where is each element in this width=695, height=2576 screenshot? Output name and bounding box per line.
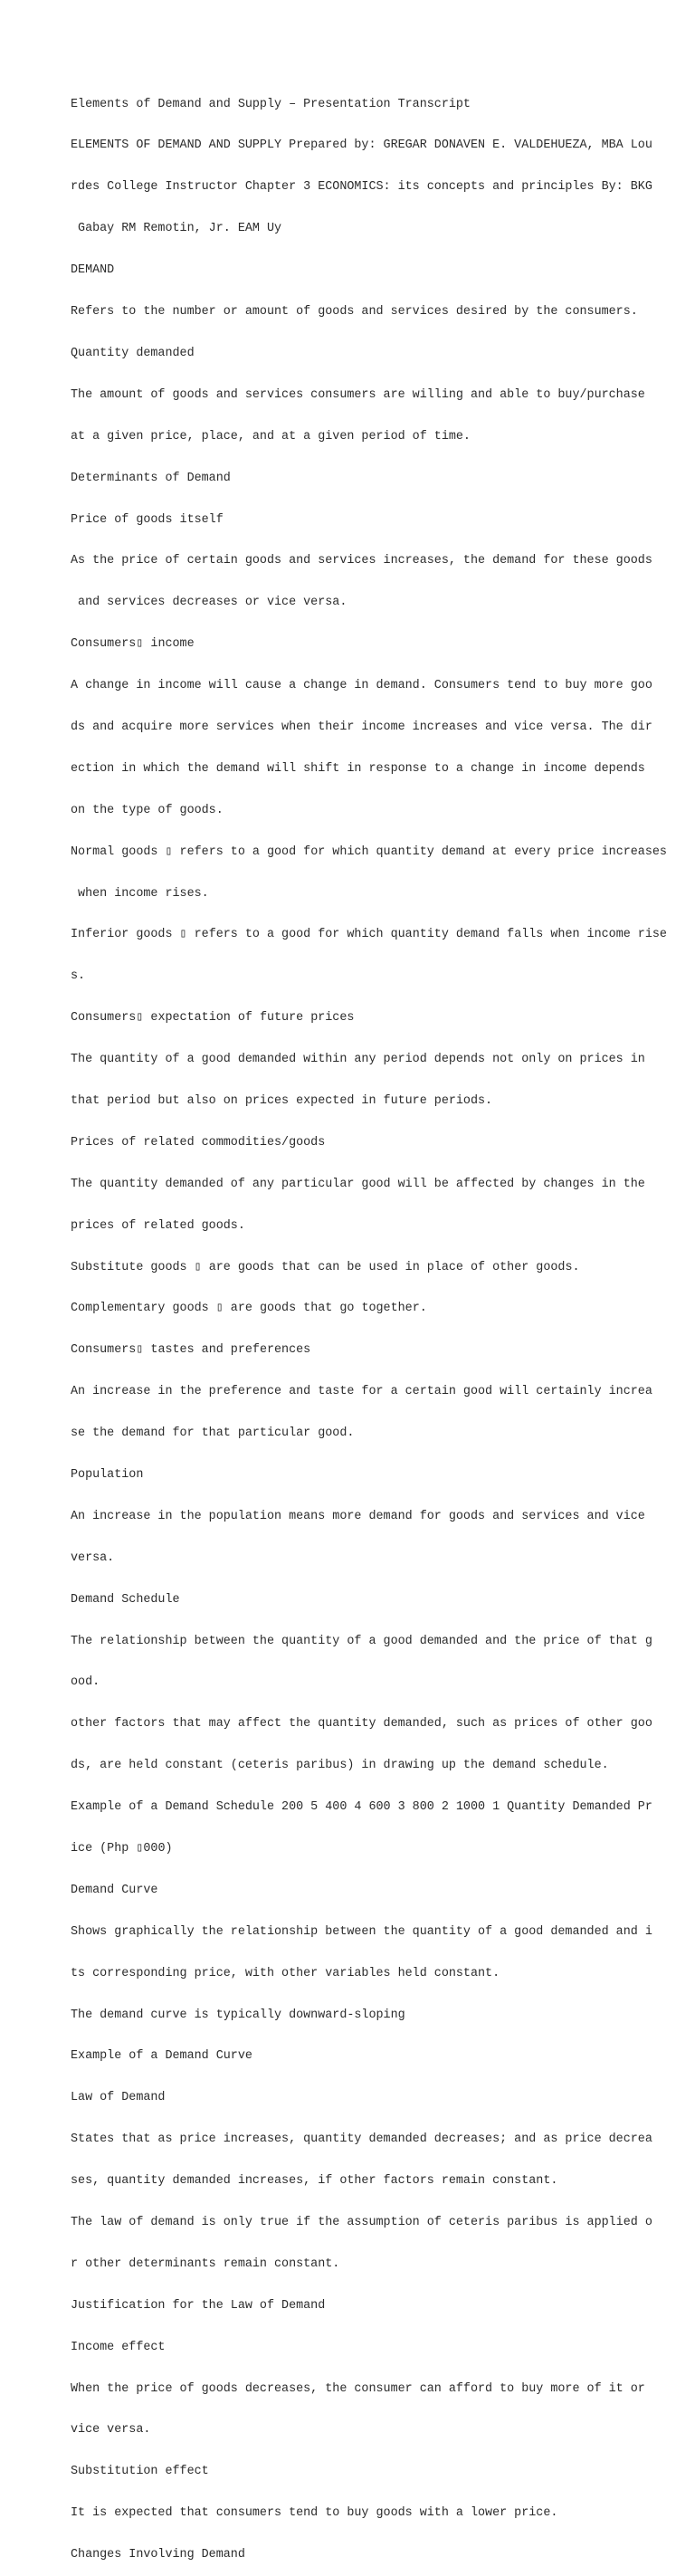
section-heading: Substitution effect: [71, 2465, 209, 2479]
text-line: The relationship between the quantity of a good demanded and the price of that g: [71, 1634, 652, 1648]
text-line: and services decreases or vice versa.: [71, 596, 348, 610]
text-line: when income rises.: [71, 886, 209, 901]
text-line: Example of a Demand Schedule 200 5 400 4 600 3 800 2 1000 1 Quantity Demanded Pr: [71, 1800, 652, 1815]
text-line: on the type of goods.: [71, 803, 224, 817]
text-line: ELEMENTS OF DEMAND AND SUPPLY Prepared by: GREGAR DONAVEN E. VALDEHUEZA, MBA Lou: [71, 138, 652, 153]
text-line: ds and acquire more services when their income increases and vice versa. The dir: [71, 720, 652, 734]
text-line: se the demand for that particular good.: [71, 1426, 355, 1441]
section-heading: Consumers▯ tastes and preferences: [71, 1343, 311, 1358]
text-line: It is expected that consumers tend to buy goods with a lower price.: [71, 2506, 558, 2521]
text-line: that period but also on prices expected in future periods.: [71, 1093, 493, 1108]
text-line: ice (Php ▯000): [71, 1842, 173, 1856]
text-line: other factors that may affect the quantity demanded, such as prices of other goo: [71, 1717, 652, 1732]
section-heading: Consumers▯ expectation of future prices: [71, 1011, 355, 1026]
section-heading: Determinants of Demand: [71, 471, 231, 485]
text-line: The demand curve is typically downward-sloping: [71, 2008, 405, 2022]
section-heading: Consumers▯ income: [71, 637, 195, 652]
text-line: States that as price increases, quantity demanded decreases; and as price decrea: [71, 2132, 652, 2147]
section-heading: Income effect: [71, 2340, 166, 2354]
section-heading: Demand Schedule: [71, 1592, 180, 1607]
section-heading: Changes Involving Demand: [71, 2548, 245, 2562]
text-line: s.: [71, 969, 86, 984]
section-heading: Quantity demanded: [71, 346, 195, 360]
text-line: Substitute goods ▯ are goods that can be used in place of other goods.: [71, 1260, 580, 1274]
section-heading: Prices of related commodities/goods: [71, 1135, 326, 1150]
text-line: at a given price, place, and at a given period of time.: [71, 429, 471, 444]
section-heading: Population: [71, 1467, 144, 1482]
doc-title: Elements of Demand and Supply – Presentation Transcript: [71, 97, 471, 111]
section-heading: DEMAND: [71, 263, 115, 278]
text-line: ses, quantity demanded increases, if other factors remain constant.: [71, 2174, 558, 2189]
text-line: versa.: [71, 1550, 115, 1565]
text-line: Shows graphically the relationship between the quantity of a good demanded and i: [71, 1924, 652, 1939]
text-line: The quantity of a good demanded within any period depends not only on prices in: [71, 1053, 645, 1067]
text-line: Inferior goods ▯ refers to a good for which quantity demand falls when income rise: [71, 928, 667, 942]
text-line: vice versa.: [71, 2423, 151, 2438]
text-line: When the price of goods decreases, the consumer can afford to buy more of it or: [71, 2381, 645, 2396]
section-heading: Law of Demand: [71, 2091, 166, 2105]
text-line: ts corresponding price, with other variables held constant.: [71, 1966, 500, 1980]
text-line: The quantity demanded of any particular good will be affected by changes in the: [71, 1177, 645, 1191]
text-line: A change in income will cause a change in demand. Consumers tend to buy more goo: [71, 679, 652, 693]
section-heading: Justification for the Law of Demand: [71, 2298, 326, 2313]
section-heading: Demand Curve: [71, 1883, 158, 1897]
text-line: rdes College Instructor Chapter 3 ECONOMICS: its concepts and principles By: BKG: [71, 180, 652, 195]
text-line: ection in which the demand will shift in response to a change in income depends: [71, 761, 645, 776]
text-line: r other determinants remain constant.: [71, 2256, 340, 2271]
text-line: An increase in the population means more demand for goods and services and vice: [71, 1509, 645, 1523]
document-transcript: [71, 70, 667, 2576]
section-heading: Example of a Demand Curve: [71, 2049, 252, 2064]
text-line: Complementary goods ▯ are goods that go together.: [71, 1302, 427, 1316]
text-line: Normal goods ▯ refers to a good for which quantity demand at every price increases: [71, 844, 667, 859]
text-line: Refers to the number or amount of goods and services desired by the consumers.: [71, 305, 638, 320]
text-line: The law of demand is only true if the assumption of ceteris paribus is applied o: [71, 2216, 652, 2230]
text-line: ds, are held constant (ceteris paribus) in drawing up the demand schedule.: [71, 1759, 609, 1773]
text-line: ood.: [71, 1675, 100, 1690]
text-line: The amount of goods and services consumers are willing and able to buy/purchase: [71, 387, 645, 402]
section-heading: Price of goods itself: [71, 512, 224, 527]
text-line: As the price of certain goods and services increases, the demand for these goods: [71, 554, 652, 568]
text-line: prices of related goods.: [71, 1218, 245, 1233]
text-line: An increase in the preference and taste for a certain good will certainly increa: [71, 1385, 652, 1399]
text-line: Gabay RM Remotin, Jr. EAM Uy: [71, 222, 282, 236]
